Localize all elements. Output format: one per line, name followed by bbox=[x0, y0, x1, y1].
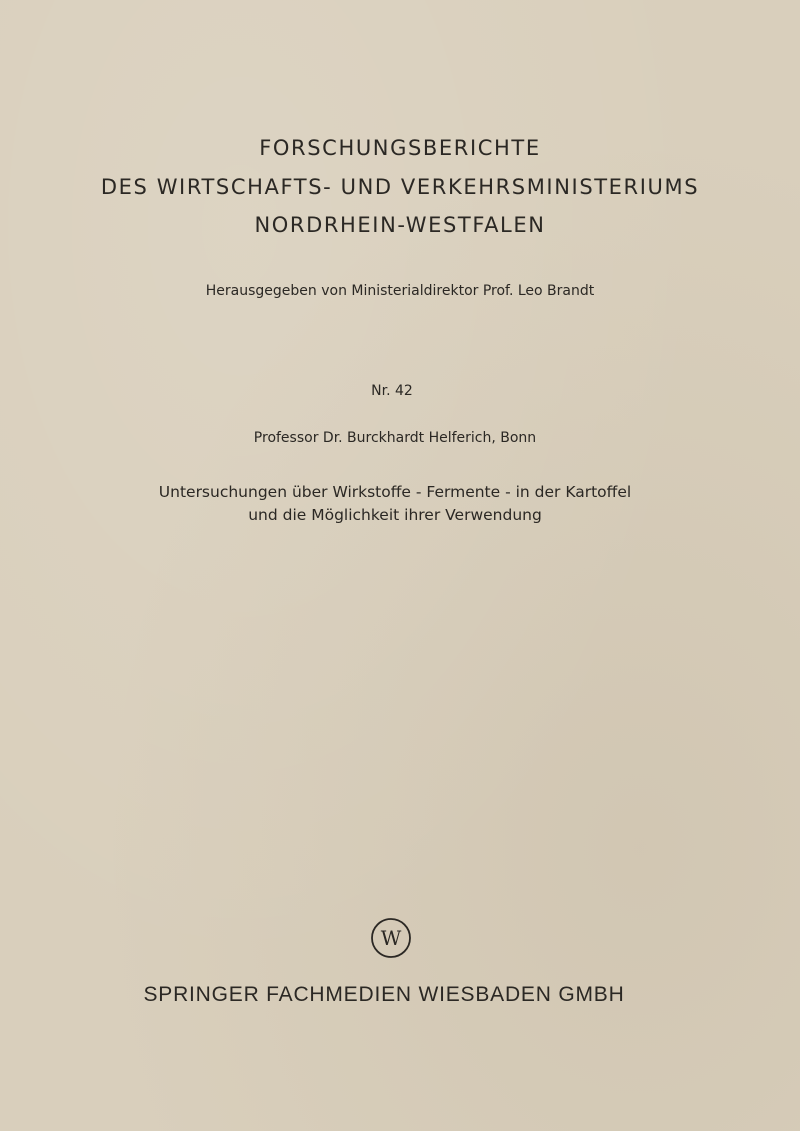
book-title-line-1: Untersuchungen über Wirkstoffe - Fermente - in der Kartoffel bbox=[158, 483, 632, 501]
author-line: Professor Dr. Burckhardt Helferich, Bonn bbox=[253, 430, 537, 446]
book-title-line-2: und die Möglichkeit ihrer Verwendung bbox=[248, 506, 542, 524]
series-title-line-1: FORSCHUNGSBERICHTE bbox=[259, 136, 541, 160]
editor-line: Herausgegeben von Ministerialdirektor Prof. Leo Brandt bbox=[205, 283, 595, 299]
series-title-line-2: DES WIRTSCHAFTS- UND VERKEHRSMINISTERIUMS bbox=[100, 175, 700, 199]
volume-number: Nr. 42 bbox=[371, 383, 413, 399]
logo-letters: W bbox=[380, 926, 402, 950]
series-title-line-3: NORDRHEIN-WESTFALEN bbox=[254, 213, 546, 237]
publisher-name: SPRINGER FACHMEDIEN WIESBADEN GMBH bbox=[143, 983, 625, 1006]
publisher-logo-icon bbox=[370, 917, 412, 959]
